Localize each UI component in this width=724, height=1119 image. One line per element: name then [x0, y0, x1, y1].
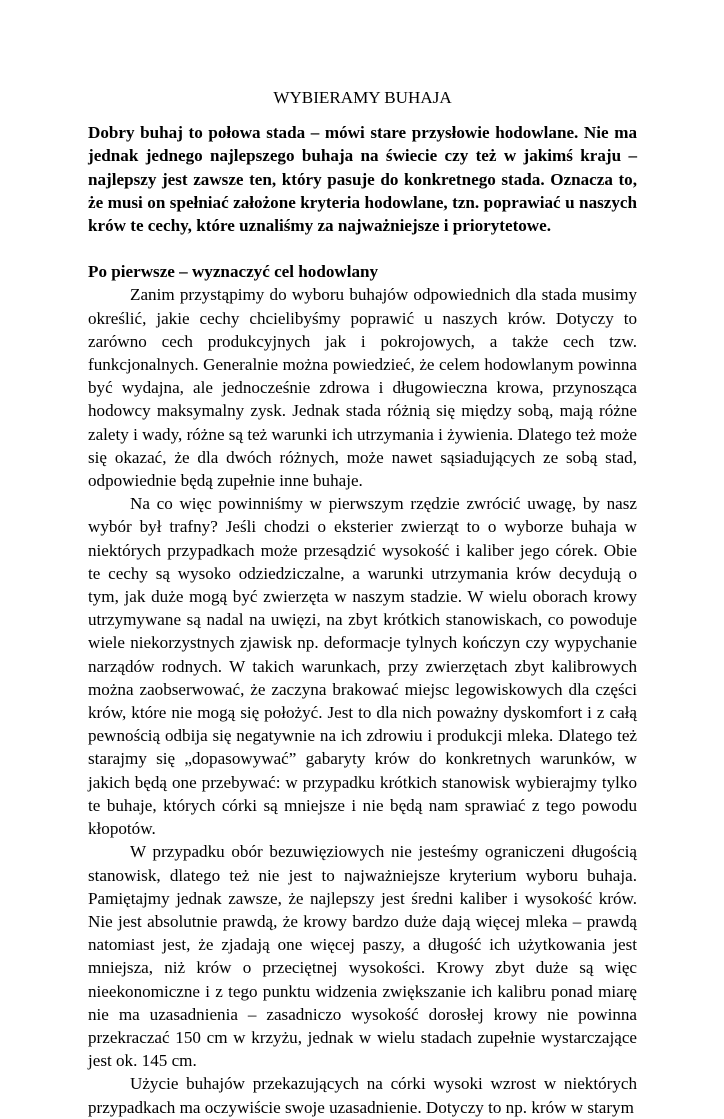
document-page: [88, 86, 637, 1119]
body-paragraph-3: W przypadku obór bezuwięziowych nie jesteśmy ograniczeni długością stanowisk, dlatego też nie jest to najważniejsze kryterium wyboru buhaja. Pamiętajmy jednak zawsze, że najlepszy jest średni kaliber i wysokość krów. Nie jest absolutnie prawdą, że krowy bardzo duże dają więcej mleka – prawdą natomiast jest, że zjadają one więcej paszy, a długość ich użytkowania jest mniejsza, niż krów o przeciętnej wysokości. Krowy zbyt duże są więc nieekonomiczne i z tego punktu widzenia zwiększanie ich kalibru ponad miarę nie ma uzasadnienia – zasadniczo wysokość dorosłej krowy nie powinna przekraczać 150 cm w krzyżu, jednak w wielu stadach zupełnie wystarczające jest ok. 145 cm.: [88, 842, 637, 1071]
section-heading: Po pierwsze – wyznaczyć cel hodowlany: [88, 262, 379, 282]
document-title: WYBIERAMY BUHAJA: [273, 88, 452, 107]
lead-paragraph: Dobry buhaj to połowa stada – mówi stare przysłowie hodowlane. Nie ma jednak jednego najlepszego buhaja na świecie czy też w jakimś kraju – najlepszy jest zawsze ten, który pasuje do konkretnego stada. Oznacza to, że musi on spełniać założone kryteria hodowlane, tzn. poprawiać u naszych krów te cechy, które uznaliśmy za najważniejsze i priorytetowe.: [88, 123, 637, 236]
body-paragraph-4: Użycie buhajów przekazujących na córki wysoki wzrost w niektórych przypadkach ma oczywiście swoje uzasadnienie. Dotyczy to np. krów w starym: [88, 1074, 637, 1117]
body-paragraph-2: Na co więc powinniśmy w pierwszym rzędzie zwrócić uwagę, by nasz wybór był trafny? Jeśli chodzi o eksterier zwierząt to o wyborze buhaja w niektórych przypadkach może przesądzić wysokość i kaliber jego córek. Obie te cechy są wysoko odziedziczalne, a warunki utrzymania krów decydują o tym, jak duże mogą być zwierzęta w naszym stadzie. W wielu oborach krowy utrzymywane są nadal na uwięzi, na zbyt krótkich stanowiskach, co powoduje wiele niekorzystnych zjawisk np. deformacje tylnych kończyn czy wypychanie narządów rodnych. W takich warunkach, przy zwierzętach zbyt kalibrowych można zaobserwować, że zaczyna brakować miejsc legowiskowych dla części krów, które nie mogą się położyć. Jest to dla nich poważny dyskomfort i z całą pewnością odbija się negatywnie na ich zdrowiu i produkcji mleka. Dlatego też starajmy się „dopasowywać” gabaryty krów do konkretnych warunków, w jakich będą one przebywać: w przypadku krótkich stanowisk wybierajmy tylko te buhaje, których córki są mniejsze i nie będą nam sprawiać z tego powodu kłopotów.: [88, 494, 637, 839]
body-paragraph-1: Zanim przystąpimy do wyboru buhajów odpowiednich dla stada musimy określić, jakie cechy chcielibyśmy poprawić u naszych krów. Dotyczy to zarówno cech produkcyjnych jak i pokrojowych, a także cech tzw. funkcjonalnych. Generalnie można powiedzieć, że celem hodowlanym powinna być wydajna, ale jednocześnie zdrowa i długowieczna krowa, przynosząca hodowcy maksymalny zysk. Jednak stada różnią się między sobą, mają różne zalety i wady, różne są też warunki ich utrzymania i żywienia. Dlatego też może się okazać, że dla dwóch różnych, może nawet sąsiadujących ze sobą stad, odpowiednie będą zupełnie inne buhaje.: [88, 285, 637, 491]
